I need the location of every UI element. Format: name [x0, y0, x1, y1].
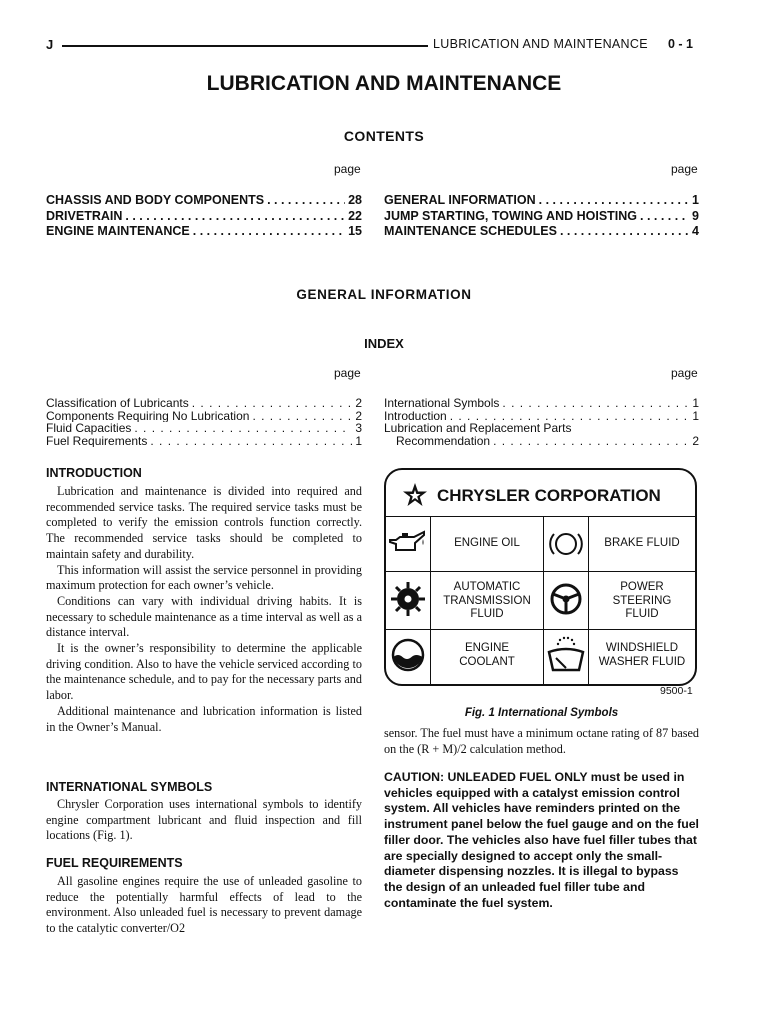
page-number: 0 - 1	[668, 37, 694, 51]
index-entry[interactable]	[46, 397, 362, 410]
index-page: 2	[692, 434, 699, 447]
international-symbols-text	[46, 797, 362, 844]
index-entry	[384, 422, 699, 435]
power-steering-fluid-label	[589, 581, 695, 622]
paragraph: This information will assist the service personnel in providing maximum protection for each owner’s vehicle.	[46, 562, 362, 593]
atf-line-2: TRANSMISSION	[443, 594, 531, 607]
toc-entry[interactable]	[384, 209, 699, 225]
paragraph: Conditions can vary with individual driving habits. It is necessary to schedule maintenance as a time interval as well as a distance interval.	[46, 593, 362, 640]
chart-brand: CHRYSLER CORPORATION	[437, 486, 661, 505]
atf-line-1: AUTOMATIC	[453, 581, 521, 593]
windshield-washer-fluid-label	[589, 642, 695, 669]
index-label: Fuel Requirements	[46, 434, 148, 447]
washer-line-2: WASHER FLUID	[598, 655, 686, 668]
windshield-washer-icon	[546, 636, 586, 674]
index-label: Recommendation	[396, 434, 491, 447]
toc-page: 9	[692, 208, 699, 223]
general-information-heading: GENERAL INFORMATION	[296, 287, 472, 302]
index-entry[interactable]	[46, 422, 362, 435]
fuel-requirements-continuation	[384, 726, 699, 757]
index-label: International Symbols	[384, 397, 500, 410]
index-entry[interactable]	[384, 410, 699, 423]
chart-divider	[386, 629, 695, 630]
index-page: 1	[692, 397, 699, 410]
toc-page: 28	[348, 193, 362, 207]
index-page: 3	[355, 422, 362, 435]
index-label: Fluid Capacities	[46, 422, 132, 435]
toc-label: MAINTENANCE SCHEDULES	[384, 224, 557, 238]
toc-label: ENGINE MAINTENANCE	[46, 224, 190, 238]
index-label: Classification of Lubricants	[46, 397, 189, 410]
paragraph: Additional maintenance and lubrication information is listed in the Owner’s Manual.	[46, 703, 362, 734]
coolant-line-2: COOLANT	[459, 655, 515, 668]
contents-page-label-right: page	[671, 162, 698, 176]
chart-divider	[386, 571, 695, 572]
toc-label: DRIVETRAIN	[46, 208, 123, 223]
toc-page: 15	[348, 224, 362, 238]
paragraph: sensor. The fuel must have a minimum octane rating of 87 based on the (R + M)/2 calculation method.	[384, 726, 699, 756]
paragraph: Lubrication and maintenance is divided into required and recommended service tasks. The required service tasks must be completed to verify the emission controls function correctly. The recommended service tasks should be completed to maintain safety and durability.	[46, 484, 362, 561]
pentastar-icon	[402, 482, 428, 508]
figure-caption: Fig. 1 International Symbols	[464, 707, 619, 719]
transmission-gear-icon	[389, 580, 427, 618]
index-right-list	[384, 397, 699, 447]
index-label: Introduction	[384, 409, 447, 422]
index-entry[interactable]	[384, 397, 699, 410]
index-heading: INDEX	[364, 336, 404, 351]
running-title: LUBRICATION AND MAINTENANCE	[433, 37, 648, 51]
index-entry[interactable]	[384, 435, 699, 448]
ps-line-1: POWER	[620, 581, 664, 593]
steering-wheel-icon	[548, 581, 584, 617]
index-page-label-right: page	[671, 366, 698, 380]
brake-fluid-label: BRAKE FLUID	[604, 537, 680, 549]
fuel-requirements-text	[46, 874, 362, 937]
ps-line-2: STEERING	[612, 594, 672, 607]
index-label: Components Requiring No Lubrication	[46, 409, 250, 422]
contents-heading: CONTENTS	[343, 128, 425, 144]
washer-line-1: WINDSHIELD	[605, 642, 679, 654]
introduction-text	[46, 484, 362, 735]
brake-fluid-icon	[548, 526, 584, 562]
header-rule	[62, 45, 428, 47]
index-label: Lubrication and Replacement Parts	[384, 422, 572, 435]
chart-divider	[386, 516, 695, 517]
ps-line-3: FLUID	[625, 608, 659, 620]
atf-line-3: FLUID	[470, 608, 504, 620]
oil-can-icon	[388, 528, 426, 558]
toc-entry[interactable]	[46, 209, 362, 225]
toc-entry[interactable]	[46, 193, 362, 209]
index-entry[interactable]	[46, 410, 362, 423]
introduction-heading: INTRODUCTION	[46, 466, 142, 480]
index-page: 1	[692, 409, 699, 422]
automatic-transmission-fluid-label	[431, 581, 543, 622]
toc-entry[interactable]	[384, 224, 699, 240]
toc-label: JUMP STARTING, TOWING AND HOISTING	[384, 208, 638, 223]
toc-label: GENERAL INFORMATION	[384, 193, 536, 207]
toc-label: CHASSIS AND BODY COMPONENTS	[46, 193, 265, 207]
index-left-list	[46, 397, 362, 447]
engine-coolant-label	[431, 642, 543, 669]
contents-right-list	[384, 193, 699, 240]
coolant-icon	[390, 637, 426, 673]
index-page: 1	[355, 434, 362, 447]
index-entry[interactable]	[46, 435, 362, 448]
contents-page-label-left: page	[334, 162, 361, 176]
chart-divider	[543, 516, 544, 684]
index-page: 2	[355, 397, 362, 410]
index-page: 2	[355, 409, 362, 422]
toc-entry[interactable]	[384, 193, 699, 209]
index-page-label-left: page	[334, 366, 361, 380]
fuel-requirements-heading: FUEL REQUIREMENTS	[46, 856, 183, 870]
contents-left-list	[46, 193, 362, 240]
toc-page: 1	[692, 193, 699, 207]
paragraph: All gasoline engines require the use of unleaded gasoline to reduce the potentially harmful effects of lead to the environment. Also unleaded fuel is necessary to prevent damage to the catalytic converter/O2	[46, 874, 362, 936]
figure-number: 9500-1	[660, 685, 693, 697]
international-symbols-heading: INTERNATIONAL SYMBOLS	[46, 780, 213, 794]
paragraph: It is the owner’s responsibility to determine the applicable driving condition. Also to have the vehicle serviced according to the maintenance schedule, and to pay for the necessary parts and labor.	[46, 641, 362, 703]
caution-notice: CAUTION: UNLEADED FUEL ONLY must be used in vehicles equipped with a catalyst emission control system. All vehicles have reminders printed on the instrument panel below the fuel gauge and on the fuel filler door. The vehicles also have fuel filler tubes that are specially designed to accept only the small-diameter dispensing nozzles. It is illegal to bypass the design of an unleaded fuel filler tube and contaminate the fuel system.	[384, 770, 699, 910]
coolant-line-1: ENGINE	[464, 642, 510, 654]
paragraph: Chrysler Corporation uses international symbols to identify engine compartment lubricant and fluid inspection and fill locations (Fig. 1).	[46, 797, 362, 843]
section-letter: J	[46, 37, 54, 52]
engine-oil-label: ENGINE OIL	[454, 537, 520, 549]
toc-page: 22	[348, 208, 362, 223]
toc-entry[interactable]	[46, 224, 362, 240]
toc-page: 4	[692, 224, 699, 238]
page-title: LUBRICATION AND MAINTENANCE	[206, 72, 562, 95]
